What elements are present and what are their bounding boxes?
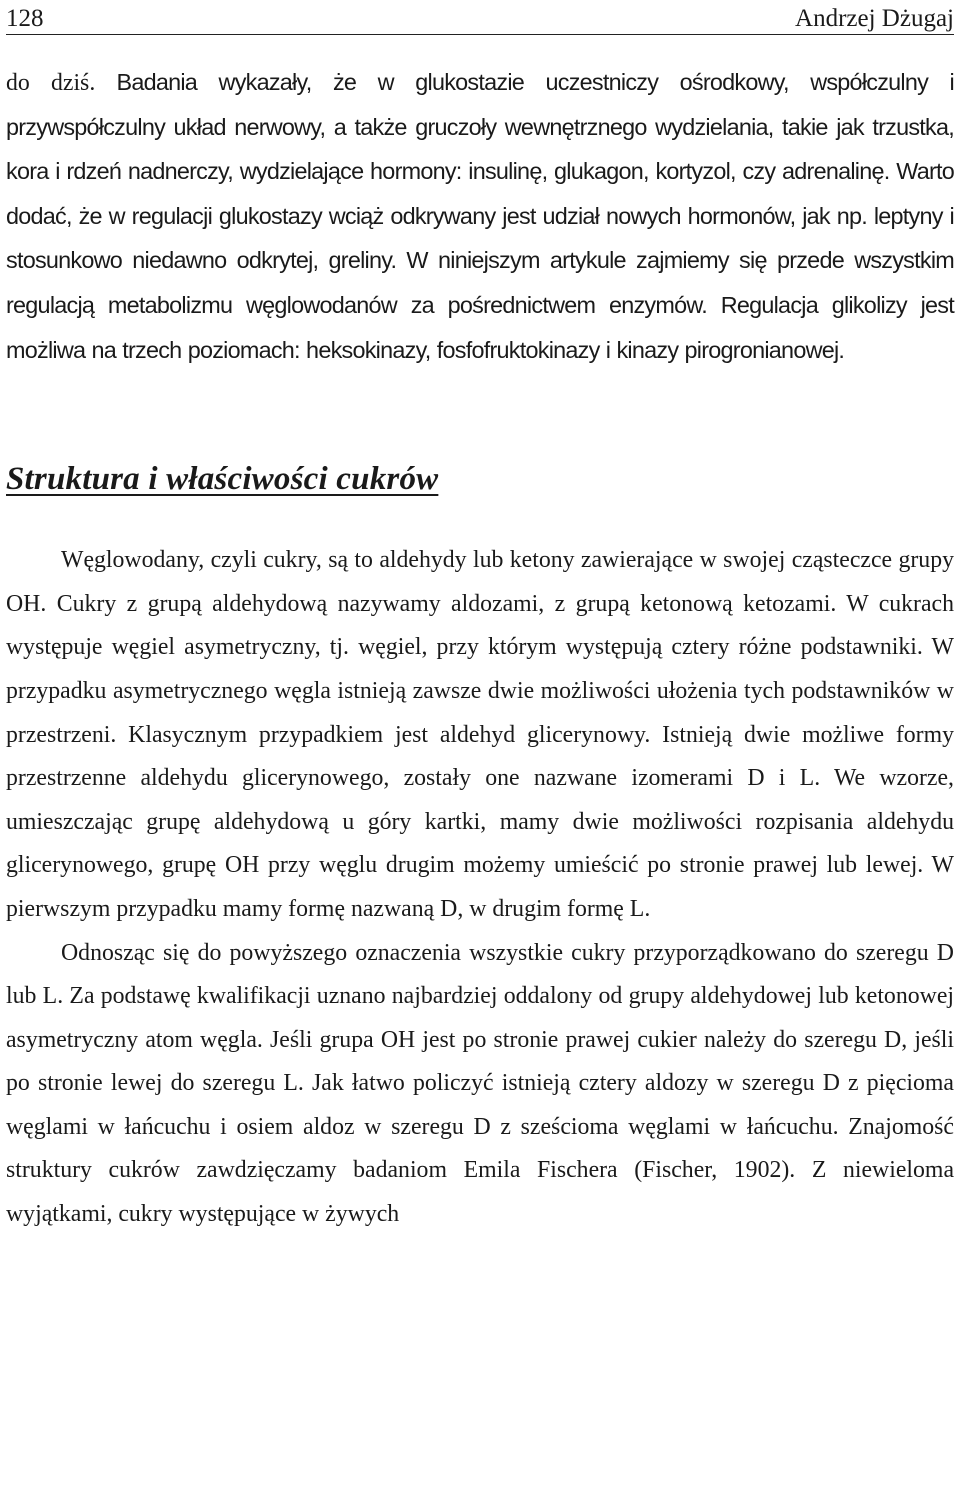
- intro-paragraph-body: Badania wykazały, że w glukostazie uczestniczy ośrodkowy, współczulny i przywspółczulny układ nerwowy, a także gruczoły wewnętrznego wydzielania, takie jak trzustka, kora i rdzeń nadnerczy, wydzielające hormony: insulinę, glukagon, kortyzol, czy adrenalinę. Warto dodać, że w regulacji glukostazy wciąż odkrywany jest udział nowych hormonów, jak np. leptyny i stosunkowo niedawno odkrytej, greliny. W niniejszym artykule zajmiemy się przede wszystkim regulacją metabolizmu węglowodanów za pośrednictwem enzymów. Regulacja glikolizy jest możliwa na trzech poziomach: heksokinazy, fosfofruktokinazy i kinazy pirogronianowej.: [6, 69, 954, 363]
- classification-paragraph: Odnosząc się do powyższego oznaczenia wszystkie cukry przyporządkowano do szeregu D lub L. Za podstawę kwalifikacji uznano najbardziej oddalony od grupy aldehydowej lub ketonowej asymetryczny atom węgla. Jeśli grupa OH jest po stronie prawej cukier należy do szeregu D, jeśli po stronie lewej do szeregu L. Jak łatwo policzyć istnieją cztery aldozy w szeregu D z pięcioma węglami w łańcuchu i osiem aldoz w szeregu D z sześcioma węglami w łańcuchu. Znajomość struktury cukrów zawdzięczamy badaniom Emila Fischera (Fischer, 1902). Z niewieloma wyjątkami, cukry występujące w żywych: [6, 939, 954, 1228]
- section-heading: Struktura i właściwości cukrów: [6, 461, 439, 498]
- page-number: 128: [6, 5, 44, 32]
- structure-paragraph: Węglowodany, czyli cukry, są to aldehydy lub ketony zawierające w swojej cząsteczce grupy OH. Cukry z grupą aldehydową nazywamy aldozami, z grupą ketonową ketozami. W cukrach występuje węgiel asymetryczny, tj. węgiel, przy którym występują cztery różne podstawniki. W przypadku asymetrycznego węgla istnieją zawsze dwie możliwości ułożenia tych podstawników w przestrzeni. Klasycznym przypadkiem jest aldehyd glicerynowy. Istnieją dwie możliwe formy przestrzenne aldehydu glicerynowego, zostały one nazwane izomerami D i L. We wzorze, umieszczając grupę aldehydową u góry kartki, mamy dwie możliwości rozpisania aldehydu glicerynowego, grupę OH przy węglu drugim możemy umieścić po stronie prawej lub lewej. W pierwszym przypadku mamy formę nazwaną D, w drugim formę L.: [6, 547, 954, 922]
- document-page: [6, 0, 954, 1237]
- intro-paragraph-lead: do dziś.: [6, 70, 117, 96]
- author-name: Andrzej Dżugaj: [795, 5, 954, 32]
- intro-paragraph: [6, 61, 954, 373]
- running-header: [6, 0, 954, 35]
